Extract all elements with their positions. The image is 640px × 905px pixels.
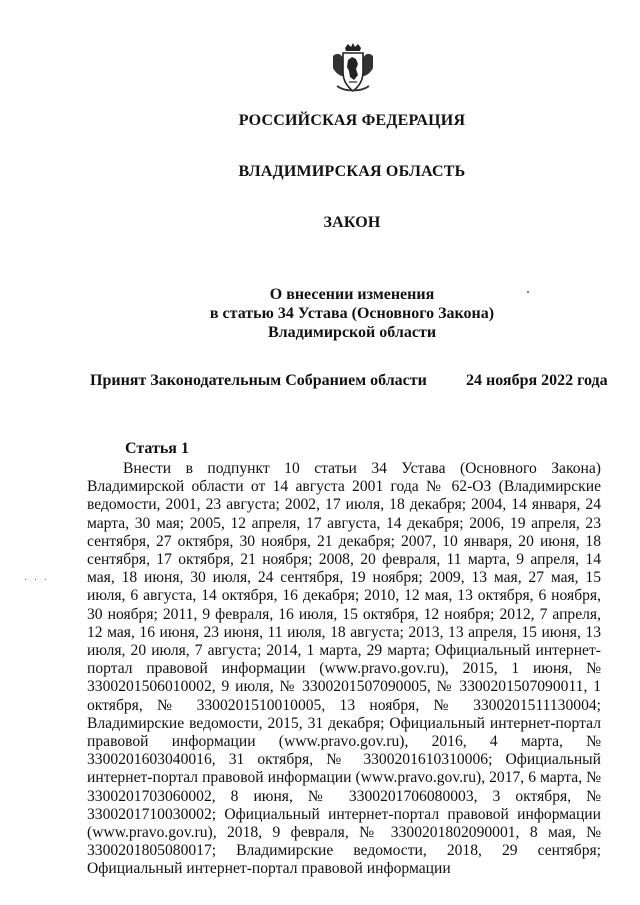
law-title-line: Владимирской области — [267, 324, 437, 341]
law-title — [32, 285, 640, 342]
document-type-heading: ЗАКОН — [323, 214, 381, 231]
region-heading: ВЛАДИМИРСКАЯ ОБЛАСТЬ — [238, 163, 466, 180]
law-title-line: О внесении изменения — [269, 286, 435, 303]
law-title-line: в статью 34 Устава (Основного Закона) — [209, 305, 495, 322]
article-text: Внести в подпункт 10 статьи 34 Устава (Основного Закона) Владимирской области от 14 августа 2001 года № 62-ОЗ (Владимирские ведомости, 2001, 23 августа; 2002, 17 июля, 18 декабря; 2004, 14 января, 24 марта, 30 мая; 2005, 12 апреля, 17 августа, 14 декабря; 2006, 19 апреля, 23 сентября, 27 октября, 30 ноября, 21 декабря; 2007, 10 января, 20 июня, 18 сентября, 17 октября, 21 ноября; 2008, 20 февраля, 11 марта, 9 апреля, 14 мая, 18 июня, 30 июля, 24 сентября, 19 ноября; 2009, 13 мая, 27 мая, 15 июля, 6 августа, 14 октября, 16 декабря; 2010, 12 мая, 13 октября, 6 ноября, 30 ноября; 2011, 9 февраля, 16 июля, 15 октября, 12 ноября; 2012, 7 апреля, 12 мая, 16 июня, 23 июня, 11 июля, 18 августа; 2013, 13 апреля, 15 июня, 13 июля, 20 июля, 7 августа; 2014, 1 марта, 29 марта; Официальный интернет-портал правовой информации (www.pravo.gov.ru), 2015, 1 июня, № 3300201506010002, 9 июля, № 3300201507090005, № 3300201507090011, 1 октября, № 3300201510010005, 13 ноября, № 3300201511130004; Владимирские ведомости, 2015, 31 декабря; Официальный интернет-портал правовой информации (www.pravo.gov.ru), 2016, 4 марта, № 3300201603040016, 31 октября, № 3300201610310006; Официальный интернет-портал правовой информации (www.pravo.gov.ru), 2017, 6 марта, № 3300201703060002, 8 июня, № 3300201706080003, 3 октября, № 3300201710030002; Официальный интернет-портал правовой информации (www.pravo.gov.ru), 2018, 9 февраля, № 3300201802090001, 8 мая, № 3300201805080017; Владимирские ведомости, 2018, 29 сентября; Официальный интернет-портал правовой информации — [87, 460, 601, 878]
article-heading: Статья 1 — [125, 440, 189, 457]
adoption-date: 24 ноября 2022 года — [466, 372, 608, 389]
coat-of-arms-icon — [329, 42, 377, 94]
margin-marks: · · · — [24, 575, 49, 586]
country-heading: РОССИЙСКАЯ ФЕДЕРАЦИЯ — [238, 112, 466, 129]
adoption-body: Принят Законодательным Собранием области — [90, 372, 427, 389]
scan-speck — [527, 291, 529, 293]
